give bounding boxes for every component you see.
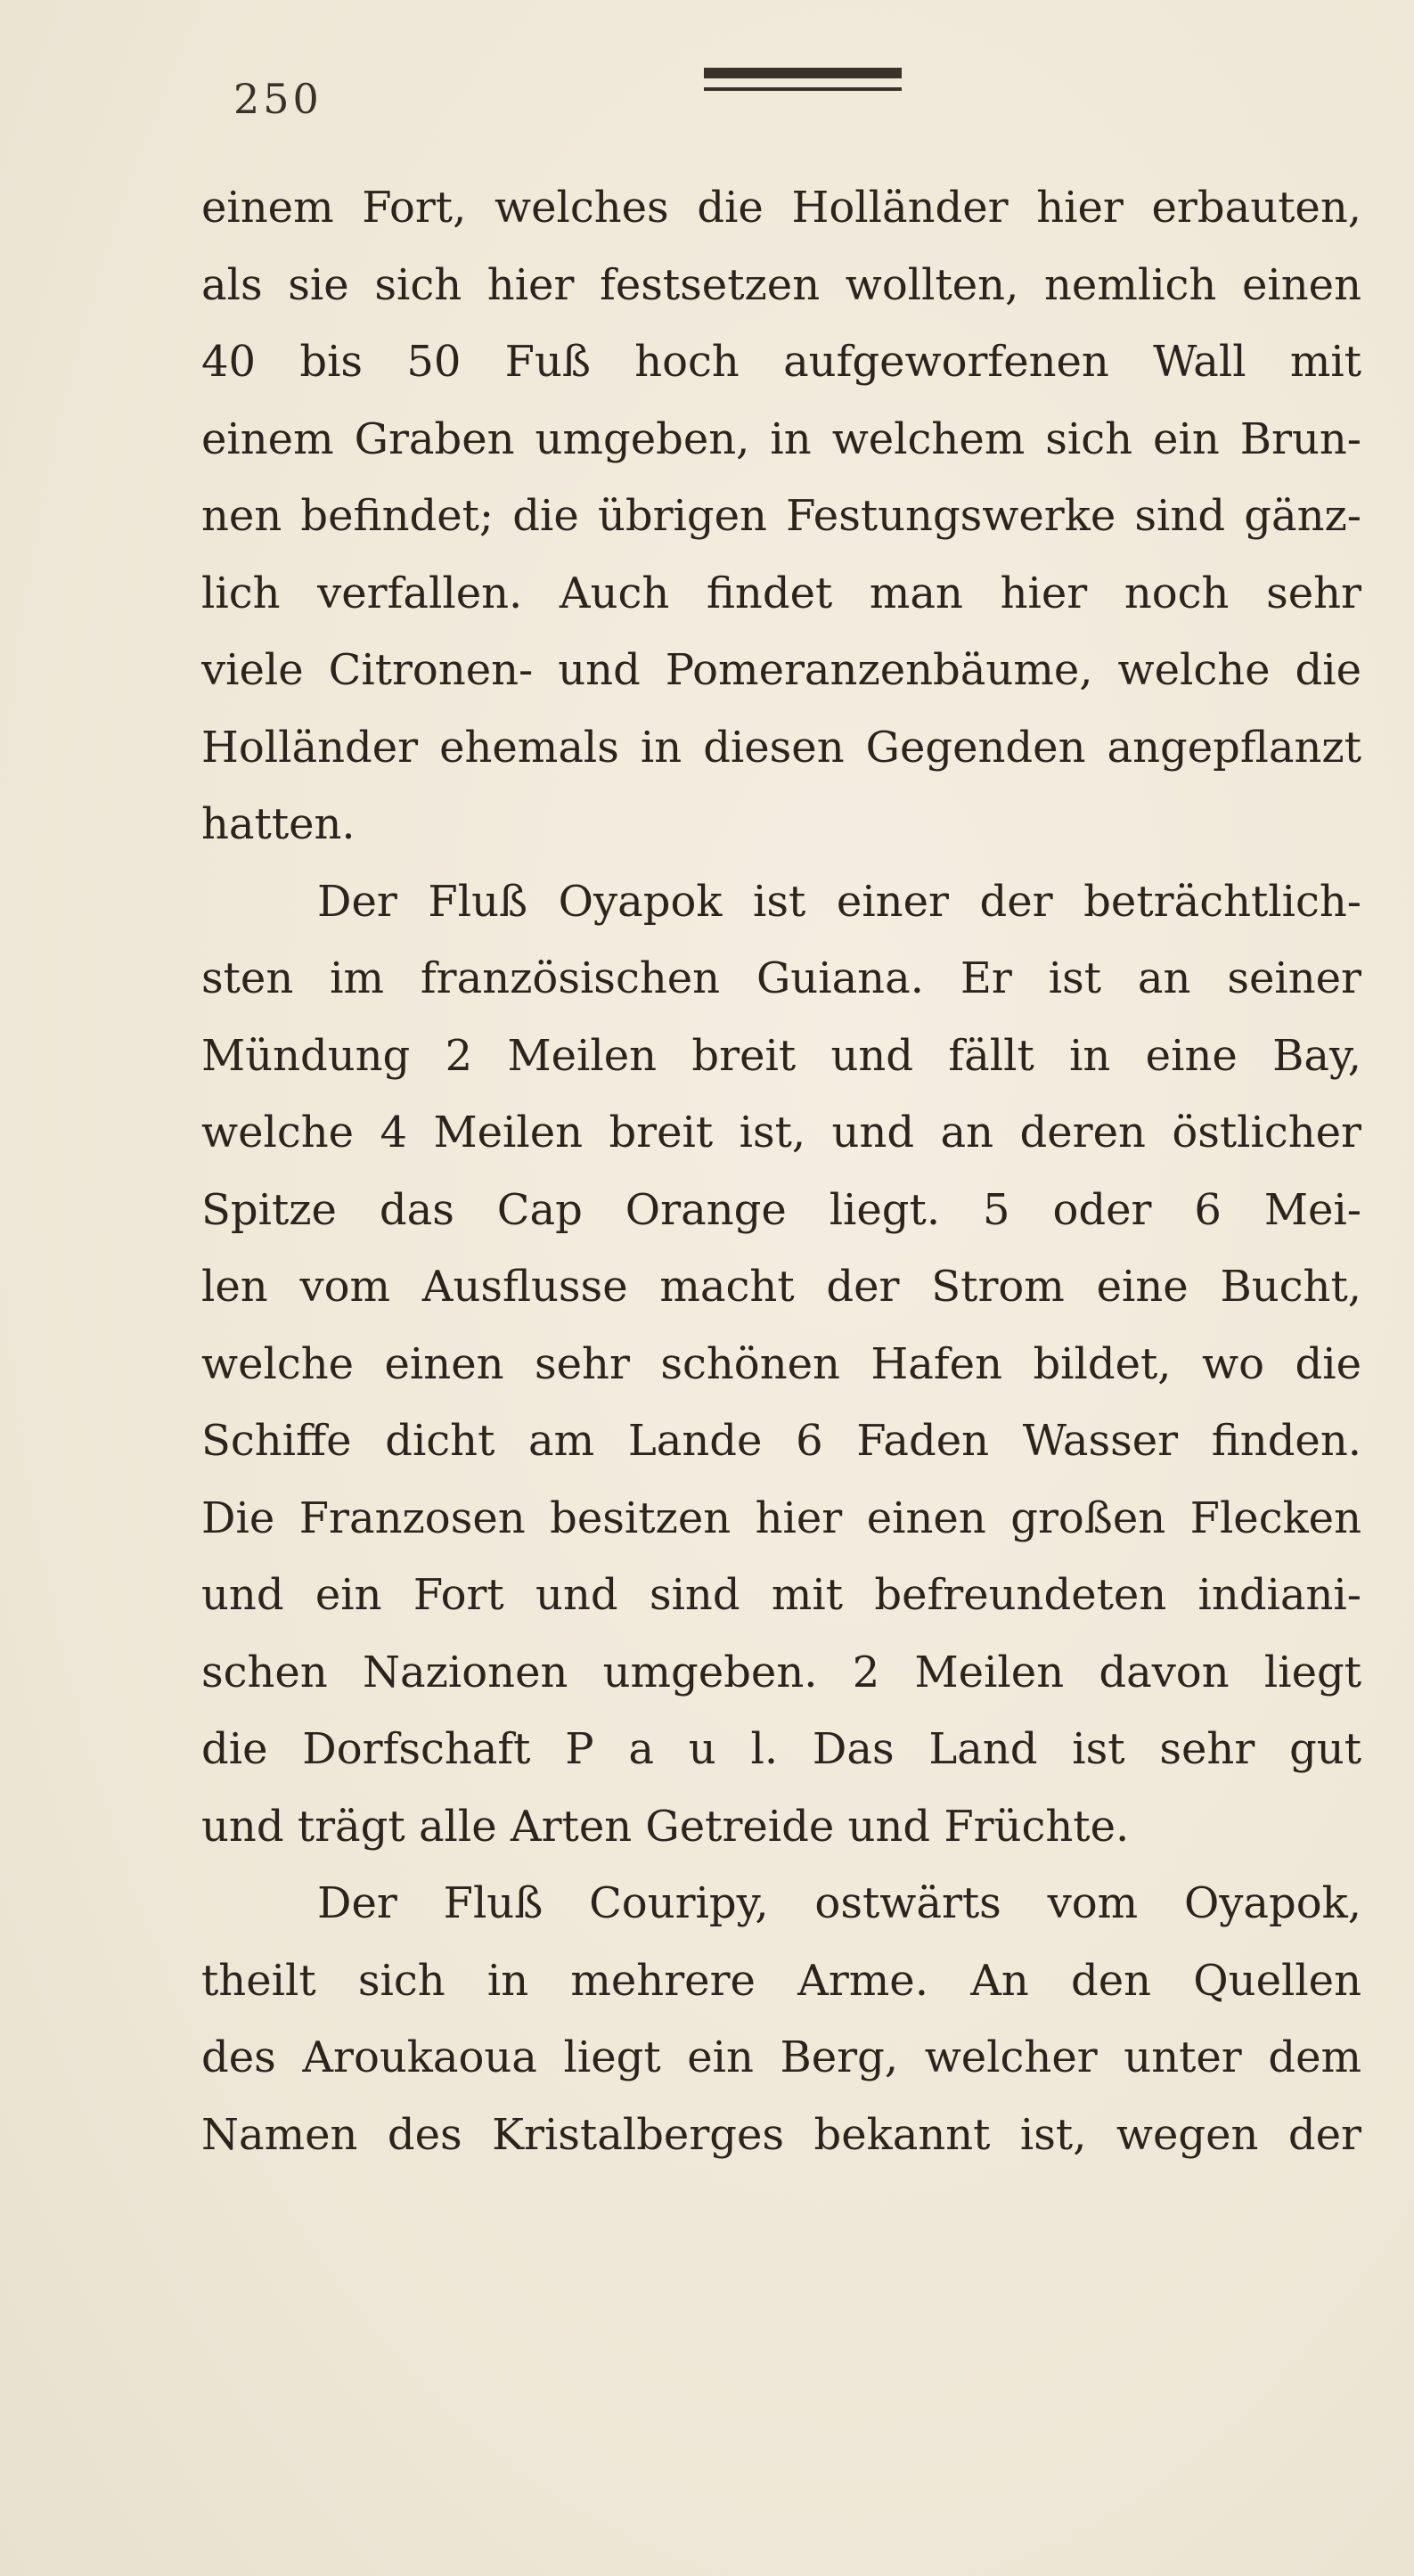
header-rule-thick [704,68,902,78]
text-line: viele Citronen- und Pomeranzenbäume, welche die [201,645,1361,695]
text-line: Holländer ehemals in diesen Gegenden angepflanzt [201,722,1361,773]
text-line: einem Graben umgeben, in welchem sich ein Brun- [201,413,1361,464]
body-text [201,169,1361,2173]
text-line: Die Franzosen besitzen hier einen großen Flecken [201,1492,1361,1543]
text-line: Spitze das Cap Orange liegt. 5 oder 6 Mei- [201,1184,1361,1235]
text-line: schen Nazionen umgeben. 2 Meilen davon liegt [201,1647,1361,1697]
text-line: als sie sich hier festsetzen wollten, nemlich einen [201,259,1361,310]
text-line: welche einen sehr schönen Hafen bildet, wo die [201,1338,1361,1389]
text-line: lich verfallen. Auch findet man hier noch sehr [201,568,1361,618]
text-line: und ein Fort und sind mit befreundeten indiani- [201,1570,1361,1620]
text-line: theilt sich in mehrere Arme. An den Quellen [201,1955,1361,2006]
text-line: Der Fluß Couripy, ostwärts vom Oyapok, [317,1878,1361,1928]
text-line: 40 bis 50 Fuß hoch aufgeworfenen Wall mit [201,337,1361,387]
header-rule-thin [704,87,902,91]
text-line: hatten. [201,799,356,849]
text-line: nen befindet; die übrigen Festungswerke sind gänz- [201,491,1361,541]
header-rule [704,68,902,94]
text-line: Namen des Kristalberges bekannt ist, wegen der [201,2109,1361,2160]
text-line: des Aroukaoua liegt ein Berg, welcher unter dem [201,2032,1361,2082]
text-line: welche 4 Meilen breit ist, und an deren östlicher [201,1108,1361,1157]
text-line: und trägt alle Arten Getreide und Früchte. [201,1801,1130,1852]
text-line: Der Fluß Oyapok ist einer der beträchtlich- [317,876,1361,927]
page-number: 250 [233,75,323,123]
text-line: len vom Ausflusse macht der Strom eine Bucht, [201,1262,1361,1312]
text-line: einem Fort, welches die Holländer hier erbauten, [201,183,1361,233]
text-line: Mündung 2 Meilen breit und fällt in eine Bay, [201,1030,1361,1081]
text-line: die Dorfschaft P a u l. Das Land ist sehr gut [201,1724,1361,1774]
text-line: sten im französischen Guiana. Er ist an seiner [201,953,1361,1003]
text-line: Schiffe dicht am Lande 6 Faden Wasser finden. [201,1416,1361,1466]
